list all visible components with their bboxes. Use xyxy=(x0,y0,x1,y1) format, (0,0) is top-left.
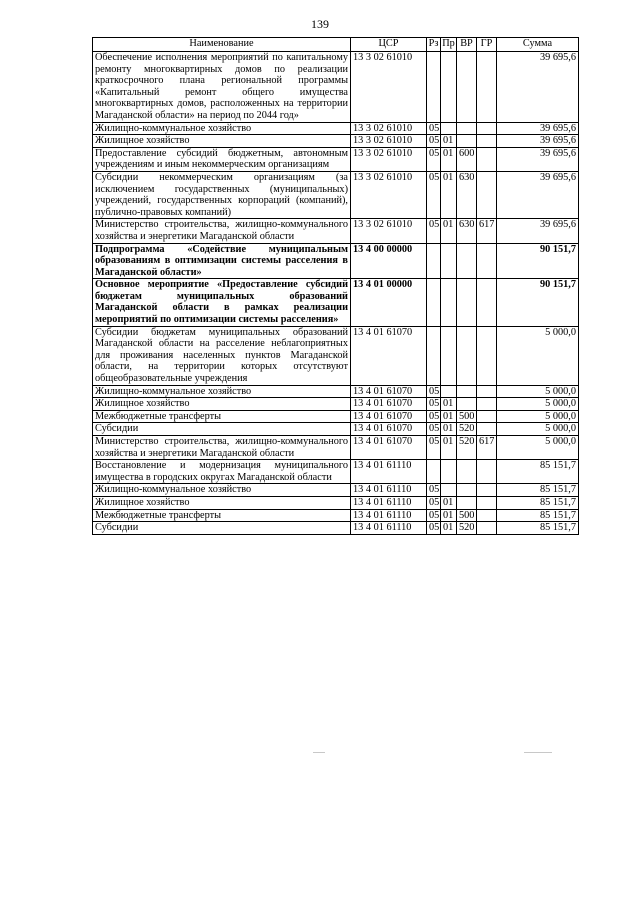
cell-csr: 13 4 01 61070 xyxy=(351,326,427,385)
scan-artifact xyxy=(313,752,325,753)
cell-name: Жилищно-коммунальное хозяйство xyxy=(93,385,351,398)
cell-vr xyxy=(457,122,477,135)
cell-sum: 85 151,7 xyxy=(497,460,579,484)
cell-pr: 01 xyxy=(441,135,457,148)
cell-vr: 520 xyxy=(457,423,477,436)
cell-sum: 90 151,7 xyxy=(497,243,579,279)
cell-vr xyxy=(457,484,477,497)
cell-sum: 39 695,6 xyxy=(497,219,579,243)
cell-gr xyxy=(477,484,497,497)
cell-csr: 13 4 01 61110 xyxy=(351,522,427,535)
cell-name: Субсидии бюджетам муниципальных образований Магаданской области на расселение неблагоприятных для проживания населенных пунктов Магаданской области, на территории которых отсутствуют общеобразовательные учреждения xyxy=(93,326,351,385)
cell-gr xyxy=(477,171,497,218)
cell-sum: 39 695,6 xyxy=(497,171,579,218)
cell-vr xyxy=(457,135,477,148)
cell-name: Обеспечение исполнения мероприятий по капитальному ремонту многоквартирных домов по реализации краткосрочного плана региональной программы «Капитальный ремонт общего имущества многоквартирных домов, расположенных на территории Магаданской области» на период по 2044 год» xyxy=(93,52,351,123)
cell-sum: 39 695,6 xyxy=(497,135,579,148)
cell-csr: 13 4 01 61110 xyxy=(351,496,427,509)
cell-pr: 01 xyxy=(441,496,457,509)
cell-name: Подпрограмма «Содействие муниципальным образованиям в оптимизации системы расселения в Магаданской области» xyxy=(93,243,351,279)
cell-pr: 01 xyxy=(441,423,457,436)
cell-csr: 13 3 02 61010 xyxy=(351,135,427,148)
cell-name: Жилищное хозяйство xyxy=(93,496,351,509)
cell-pr xyxy=(441,484,457,497)
cell-csr: 13 4 01 61070 xyxy=(351,398,427,411)
table-row xyxy=(93,147,579,171)
table-row xyxy=(93,122,579,135)
cell-sum: 5 000,0 xyxy=(497,436,579,460)
cell-vr: 520 xyxy=(457,436,477,460)
cell-gr xyxy=(477,496,497,509)
cell-pr xyxy=(441,385,457,398)
cell-gr xyxy=(477,52,497,123)
cell-vr: 600 xyxy=(457,147,477,171)
cell-gr xyxy=(477,135,497,148)
cell-pr: 01 xyxy=(441,171,457,218)
cell-vr xyxy=(457,52,477,123)
cell-pr: 01 xyxy=(441,219,457,243)
cell-pr xyxy=(441,52,457,123)
cell-sum: 5 000,0 xyxy=(497,398,579,411)
budget-table xyxy=(92,37,579,535)
cell-csr: 13 4 01 61070 xyxy=(351,410,427,423)
cell-pr: 01 xyxy=(441,436,457,460)
cell-sum: 5 000,0 xyxy=(497,326,579,385)
cell-gr xyxy=(477,398,497,411)
cell-name: Субсидии xyxy=(93,522,351,535)
cell-rz xyxy=(427,326,441,385)
cell-gr: 617 xyxy=(477,436,497,460)
cell-name: Предоставление субсидий бюджетным, автономным учреждениям и иным некоммерческим организациям xyxy=(93,147,351,171)
cell-csr: 13 4 01 00000 xyxy=(351,279,427,326)
cell-pr xyxy=(441,460,457,484)
cell-csr: 13 3 02 61010 xyxy=(351,122,427,135)
cell-vr: 500 xyxy=(457,509,477,522)
cell-rz: 05 xyxy=(427,436,441,460)
cell-csr: 13 4 00 00000 xyxy=(351,243,427,279)
cell-vr xyxy=(457,326,477,385)
table-row xyxy=(93,522,579,535)
cell-rz xyxy=(427,460,441,484)
cell-name: Субсидии xyxy=(93,423,351,436)
table-row xyxy=(93,171,579,218)
cell-gr xyxy=(477,147,497,171)
cell-sum: 5 000,0 xyxy=(497,423,579,436)
cell-rz: 05 xyxy=(427,423,441,436)
cell-name: Основное мероприятие «Предоставление субсидий бюджетам муниципальных образований Магаданской области в рамках реализации мероприятий по оптимизации системы расселения» xyxy=(93,279,351,326)
table-row xyxy=(93,135,579,148)
cell-vr xyxy=(457,496,477,509)
cell-pr xyxy=(441,326,457,385)
cell-csr: 13 4 01 61070 xyxy=(351,385,427,398)
cell-sum: 85 151,7 xyxy=(497,484,579,497)
cell-gr xyxy=(477,326,497,385)
cell-csr: 13 3 02 61010 xyxy=(351,52,427,123)
cell-name: Восстановление и модернизация муниципального имущества в городских округах Магаданской области xyxy=(93,460,351,484)
cell-gr xyxy=(477,122,497,135)
scan-artifact xyxy=(524,752,552,753)
cell-name: Жилищно-коммунальное хозяйство xyxy=(93,484,351,497)
cell-rz: 05 xyxy=(427,410,441,423)
cell-csr: 13 4 01 61110 xyxy=(351,460,427,484)
table-row xyxy=(93,279,579,326)
cell-pr: 01 xyxy=(441,147,457,171)
cell-rz: 05 xyxy=(427,385,441,398)
cell-sum: 5 000,0 xyxy=(497,410,579,423)
table-row xyxy=(93,484,579,497)
cell-csr: 13 3 02 61010 xyxy=(351,171,427,218)
cell-gr xyxy=(477,509,497,522)
table-row xyxy=(93,219,579,243)
table-row xyxy=(93,509,579,522)
cell-gr xyxy=(477,243,497,279)
cell-name: Министерство строительства, жилищно-коммунального хозяйства и энергетики Магаданской области xyxy=(93,436,351,460)
header-sum: Сумма xyxy=(497,38,579,52)
table-header xyxy=(93,38,579,52)
table-row xyxy=(93,398,579,411)
cell-name: Межбюджетные трансферты xyxy=(93,410,351,423)
cell-vr xyxy=(457,385,477,398)
cell-gr xyxy=(477,279,497,326)
table-row xyxy=(93,243,579,279)
cell-sum: 39 695,6 xyxy=(497,52,579,123)
header-csr: ЦСР xyxy=(351,38,427,52)
cell-gr xyxy=(477,385,497,398)
cell-name: Межбюджетные трансферты xyxy=(93,509,351,522)
cell-name: Жилищно-коммунальное хозяйство xyxy=(93,122,351,135)
cell-name: Жилищное хозяйство xyxy=(93,135,351,148)
cell-rz: 05 xyxy=(427,398,441,411)
cell-rz xyxy=(427,243,441,279)
cell-rz: 05 xyxy=(427,484,441,497)
cell-sum: 85 151,7 xyxy=(497,509,579,522)
table-body xyxy=(93,52,579,535)
cell-sum: 85 151,7 xyxy=(497,522,579,535)
table-row xyxy=(93,52,579,123)
header-row xyxy=(93,38,579,52)
cell-csr: 13 3 02 61010 xyxy=(351,147,427,171)
page-number: 139 xyxy=(311,17,329,31)
cell-pr: 01 xyxy=(441,522,457,535)
cell-sum: 90 151,7 xyxy=(497,279,579,326)
cell-rz: 05 xyxy=(427,135,441,148)
cell-rz: 05 xyxy=(427,522,441,535)
cell-vr: 630 xyxy=(457,171,477,218)
cell-vr xyxy=(457,398,477,411)
table-row xyxy=(93,410,579,423)
cell-vr: 520 xyxy=(457,522,477,535)
cell-sum: 5 000,0 xyxy=(497,385,579,398)
cell-rz: 05 xyxy=(427,171,441,218)
table-row xyxy=(93,326,579,385)
cell-csr: 13 3 02 61010 xyxy=(351,219,427,243)
cell-gr: 617 xyxy=(477,219,497,243)
cell-pr xyxy=(441,279,457,326)
cell-gr xyxy=(477,522,497,535)
cell-pr xyxy=(441,122,457,135)
cell-vr xyxy=(457,460,477,484)
header-pr: Пр xyxy=(441,38,457,52)
cell-csr: 13 4 01 61110 xyxy=(351,509,427,522)
cell-vr xyxy=(457,243,477,279)
cell-sum: 85 151,7 xyxy=(497,496,579,509)
cell-rz xyxy=(427,52,441,123)
cell-gr xyxy=(477,410,497,423)
cell-sum: 39 695,6 xyxy=(497,122,579,135)
cell-gr xyxy=(477,460,497,484)
cell-pr: 01 xyxy=(441,509,457,522)
table-row xyxy=(93,496,579,509)
header-vr: ВР xyxy=(457,38,477,52)
table-row xyxy=(93,460,579,484)
cell-csr: 13 4 01 61070 xyxy=(351,436,427,460)
table-row xyxy=(93,423,579,436)
header-gr: ГР xyxy=(477,38,497,52)
cell-name: Субсидии некоммерческим организациям (за исключением государственных (муниципальных) учреждений, государственных корпораций (компаний), публично-правовых компаний) xyxy=(93,171,351,218)
cell-pr: 01 xyxy=(441,398,457,411)
cell-name: Жилищное хозяйство xyxy=(93,398,351,411)
header-name: Наименование xyxy=(93,38,351,52)
cell-csr: 13 4 01 61110 xyxy=(351,484,427,497)
cell-sum: 39 695,6 xyxy=(497,147,579,171)
cell-gr xyxy=(477,423,497,436)
cell-rz xyxy=(427,279,441,326)
cell-csr: 13 4 01 61070 xyxy=(351,423,427,436)
cell-vr: 630 xyxy=(457,219,477,243)
cell-rz: 05 xyxy=(427,509,441,522)
cell-rz: 05 xyxy=(427,147,441,171)
cell-vr xyxy=(457,279,477,326)
table-row xyxy=(93,385,579,398)
cell-vr: 500 xyxy=(457,410,477,423)
cell-pr: 01 xyxy=(441,410,457,423)
cell-rz: 05 xyxy=(427,122,441,135)
cell-rz: 05 xyxy=(427,496,441,509)
header-rz: Рз xyxy=(427,38,441,52)
cell-rz: 05 xyxy=(427,219,441,243)
cell-pr xyxy=(441,243,457,279)
table-row xyxy=(93,436,579,460)
cell-name: Министерство строительства, жилищно-коммунального хозяйства и энергетики Магаданской области xyxy=(93,219,351,243)
